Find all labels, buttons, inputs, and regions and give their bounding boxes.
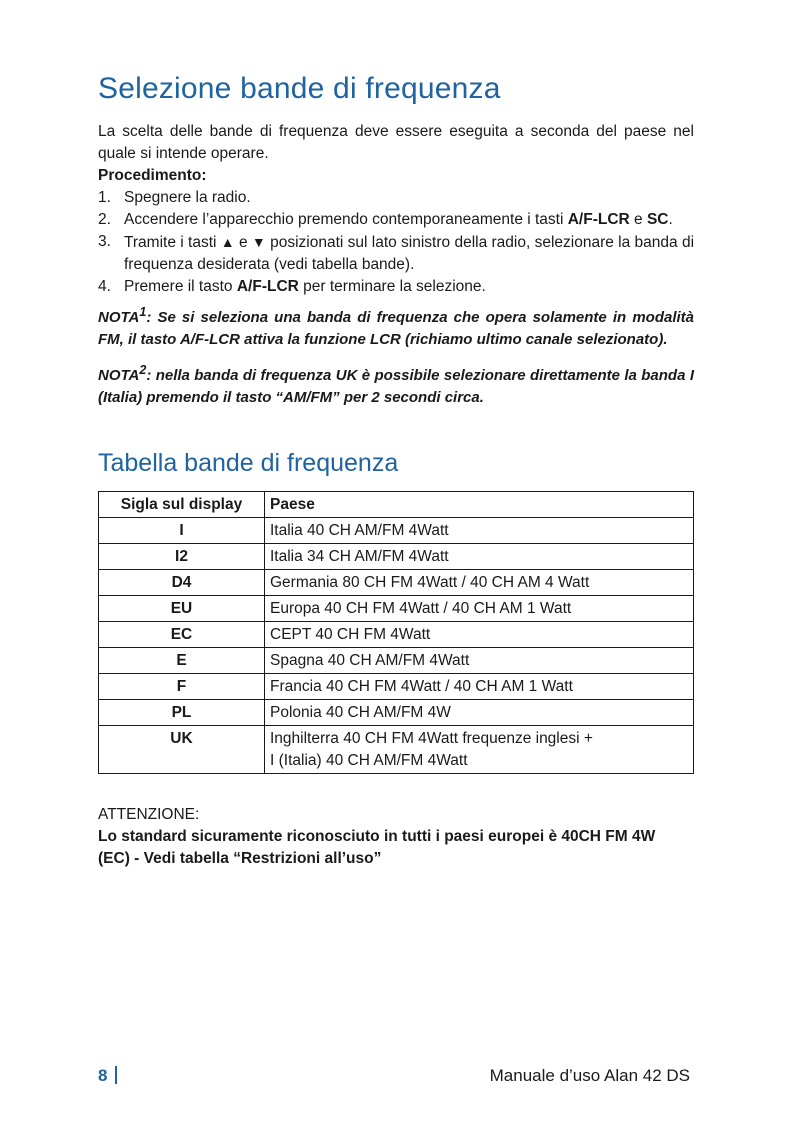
attention-text: (EC) - Vedi tabella “Restrizioni all’uso” <box>98 850 382 867</box>
step-text <box>124 276 694 298</box>
step-text <box>124 209 694 231</box>
step-text-part: e <box>629 211 647 228</box>
note-2 <box>98 359 694 409</box>
list-item <box>98 231 694 276</box>
manual-title: Manuale d’uso Alan 42 DS <box>489 1066 690 1085</box>
band-country: Polonia 40 CH AM/FM 4W <box>265 700 694 726</box>
step-text <box>124 231 694 276</box>
band-code: UK <box>99 726 265 774</box>
table-row <box>99 596 694 622</box>
step-text-part: Premere il tasto <box>124 278 237 295</box>
table-row <box>99 570 694 596</box>
triangle-down-icon: ▼ <box>251 234 266 250</box>
step-text-part: . <box>668 211 673 228</box>
table-row <box>99 648 694 674</box>
band-code: E <box>99 648 265 674</box>
list-item <box>98 187 694 209</box>
step-text-part: posizionati sul lato sinistro della radio, selezionare la banda di frequenza desiderata (vedi tabella bande). <box>124 234 695 273</box>
column-header-country: Paese <box>265 492 694 518</box>
page-number-value: 8 <box>98 1066 108 1085</box>
attention-title: ATTENZIONE: <box>98 806 200 823</box>
band-country: Italia 34 CH AM/FM 4Watt <box>265 544 694 570</box>
note-superscript: 2 <box>139 363 147 377</box>
note-1 <box>98 301 694 351</box>
step-text-part: per terminare la selezione. <box>298 278 486 295</box>
band-code: I2 <box>99 544 265 570</box>
band-country: Europa 40 CH FM 4Watt / 40 CH AM 1 Watt <box>265 596 694 622</box>
key-name: A/F-LCR <box>236 278 299 295</box>
steps-list <box>98 187 694 298</box>
band-code: EU <box>99 596 265 622</box>
band-country: CEPT 40 CH FM 4Watt <box>265 622 694 648</box>
page-title: Selezione bande di frequenza <box>98 72 501 105</box>
note-text: : nella banda di frequenza UK è possibile selezionare direttamente la banda I (Italia) premendo il tasto “AM/FM” per 2 secondi circa. <box>98 367 694 406</box>
attention-text: Lo standard sicuramente riconosciuto in tutti i paesi europei è 40CH FM 4W <box>98 828 656 845</box>
list-item <box>98 276 694 298</box>
step-number: 3. <box>98 233 111 250</box>
table-row <box>99 674 694 700</box>
table-row <box>99 622 694 648</box>
note-label: NOTA <box>98 309 140 326</box>
band-country: Italia 40 CH AM/FM 4Watt <box>265 518 694 544</box>
procedure-section <box>98 121 694 409</box>
frequency-band-table <box>98 491 694 774</box>
table-header-row <box>99 492 694 518</box>
step-number: 2. <box>98 211 111 228</box>
key-name: SC <box>646 211 669 228</box>
band-code: F <box>99 674 265 700</box>
step-text-part: Tramite i tasti <box>124 234 221 251</box>
step-text-part: Accendere l’apparecchio premendo contemporaneamente i tasti <box>124 211 568 228</box>
list-item <box>98 209 694 231</box>
band-country <box>265 726 694 774</box>
note-superscript: 1 <box>139 305 147 319</box>
band-country-line: Inghilterra 40 CH FM 4Watt frequenze inglesi + <box>270 730 593 747</box>
band-country: Germania 80 CH FM 4Watt / 40 CH AM 4 Watt <box>265 570 694 596</box>
note-text: : Se si seleziona una banda di frequenza che opera solamente in modalità FM, il tasto A/F-LCR attiva la funzione LCR (richiamo ultimo canale selezionato). <box>98 309 694 348</box>
procedure-label: Procedimento: <box>98 167 207 184</box>
step-number: 4. <box>98 278 111 295</box>
triangle-up-icon: ▲ <box>220 234 235 250</box>
band-country-line: I (Italia) 40 CH AM/FM 4Watt <box>270 752 468 769</box>
intro-paragraph: La scelta delle bande di frequenza deve essere eseguita a seconda del paese nel quale si intende operare. <box>98 123 694 162</box>
band-code: EC <box>99 622 265 648</box>
band-code: PL <box>99 700 265 726</box>
band-code: D4 <box>99 570 265 596</box>
table-title: Tabella bande di frequenza <box>98 449 399 477</box>
table-row <box>99 518 694 544</box>
column-header-code: Sigla sul display <box>99 492 265 518</box>
table-row <box>99 700 694 726</box>
footer-divider <box>115 1066 117 1084</box>
note-label: NOTA <box>98 367 140 384</box>
step-text: Spegnere la radio. <box>124 189 251 206</box>
band-country: Francia 40 CH FM 4Watt / 40 CH AM 1 Watt <box>265 674 694 700</box>
band-country: Spagna 40 CH AM/FM 4Watt <box>265 648 694 674</box>
attention-box <box>98 804 698 870</box>
band-code: I <box>99 518 265 544</box>
table-row <box>99 726 694 774</box>
step-number: 1. <box>98 189 111 206</box>
page-number <box>98 1066 117 1086</box>
table-row <box>99 544 694 570</box>
key-name: A/F-LCR <box>567 211 630 228</box>
step-text-part: e <box>234 234 252 251</box>
